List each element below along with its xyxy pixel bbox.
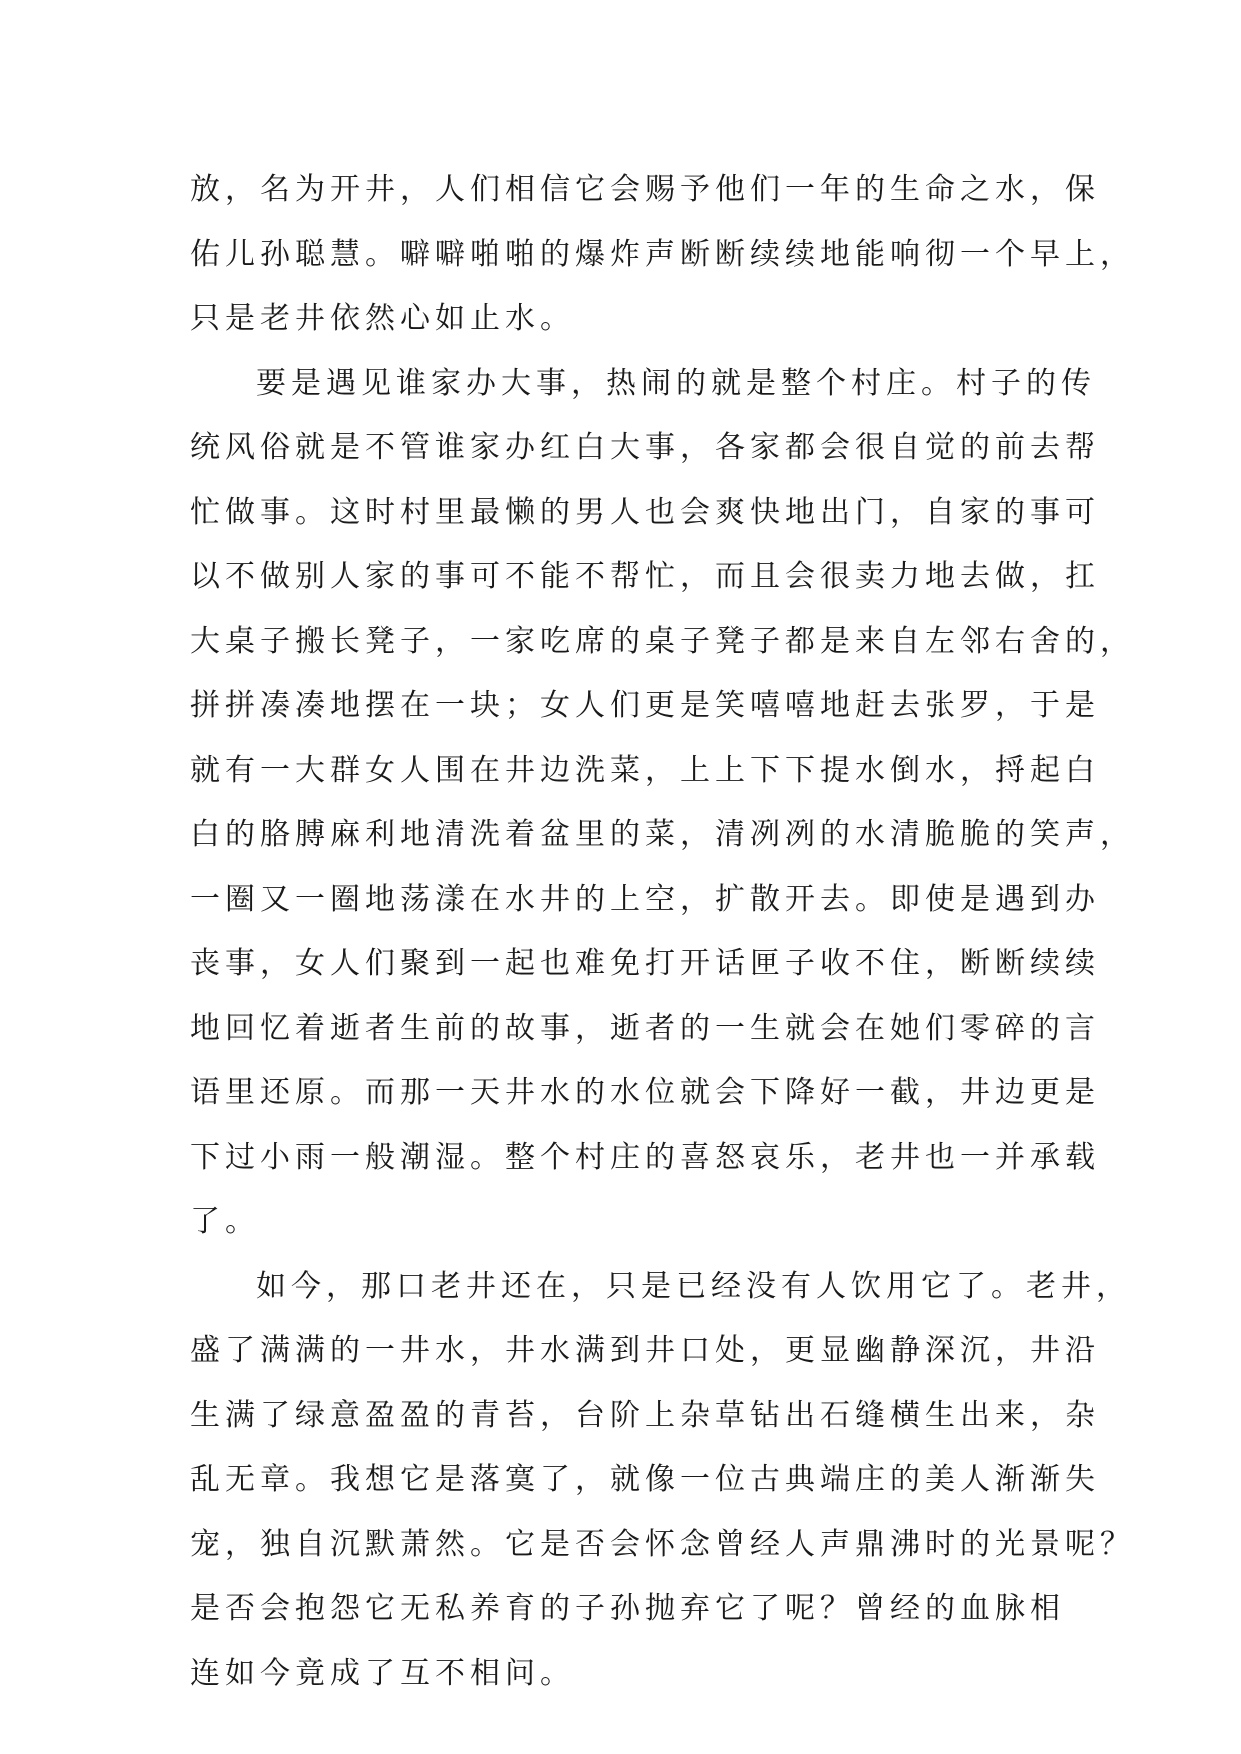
text-line: 就有一大群女人围在井边洗菜，上上下下提水倒水，捋起白 xyxy=(190,752,1100,788)
text-line: 放，名为开井，人们相信它会赐予他们一年的生命之水，保 xyxy=(190,172,1100,207)
text-line: 一圈又一圈地荡漾在水井的上空，扩散开去。即使是遇到办 xyxy=(190,881,1100,917)
text-line: 生满了绿意盈盈的青苔，台阶上杂草钻出石缝横生出来，杂 xyxy=(190,1397,1100,1433)
text-line: 以不做别人家的事可不能不帮忙，而且会很卖力地去做，扛 xyxy=(190,559,1100,594)
text-line: 地回忆着逝者生前的故事，逝者的一生就会在她们零碎的言 xyxy=(190,1010,1100,1046)
text-line: 宠，独自沉默萧然。它是否会怀念曾经人声鼎沸时的光景呢？ xyxy=(190,1526,1135,1562)
text-line: 大桌子搬长凳子，一家吃席的桌子凳子都是来自左邻右舍的， xyxy=(190,623,1135,659)
text-line: 了。 xyxy=(190,1204,260,1239)
text-line: 统风俗就是不管谁家办红白大事，各家都会很自觉的前去帮 xyxy=(190,430,1100,465)
text-line: 忙做事。这时村里最懒的男人也会爽快地出门，自家的事可 xyxy=(190,494,1100,530)
text-line: 只是老井依然心如止水。 xyxy=(190,301,575,336)
text-line: 盛了满满的一井水，井水满到井口处，更显幽静深沉，井沿 xyxy=(190,1333,1100,1368)
text-line: 要是遇见谁家办大事，热闹的就是整个村庄。村子的传 xyxy=(256,365,1096,401)
text-line: 是否会抱怨它无私养育的子孙抛弃它了呢？曾经的血脉相 xyxy=(190,1591,1065,1626)
text-line: 如今，那口老井还在，只是已经没有人饮用它了。老井， xyxy=(256,1268,1131,1304)
text-line: 佑儿孙聪慧。噼噼啪啪的爆炸声断断续续地能响彻一个早上， xyxy=(190,236,1135,272)
body-text xyxy=(190,158,1135,1706)
text-line: 丧事，女人们聚到一起也难免打开话匣子收不住，断断续续 xyxy=(190,946,1100,981)
text-line: 白的胳膊麻利地清洗着盆里的菜，清冽冽的水清脆脆的笑声， xyxy=(190,817,1135,852)
text-line: 连如今竟成了互不相问。 xyxy=(190,1655,575,1691)
text-line: 语里还原。而那一天井水的水位就会下降好一截，井边更是 xyxy=(190,1075,1100,1110)
text-line: 拼拼凑凑地摆在一块；女人们更是笑嘻嘻地赶去张罗，于是 xyxy=(190,688,1100,723)
text-line: 乱无章。我想它是落寞了，就像一位古典端庄的美人渐渐失 xyxy=(190,1462,1100,1497)
text-line: 下过小雨一般潮湿。整个村庄的喜怒哀乐，老井也一并承载 xyxy=(190,1139,1100,1175)
